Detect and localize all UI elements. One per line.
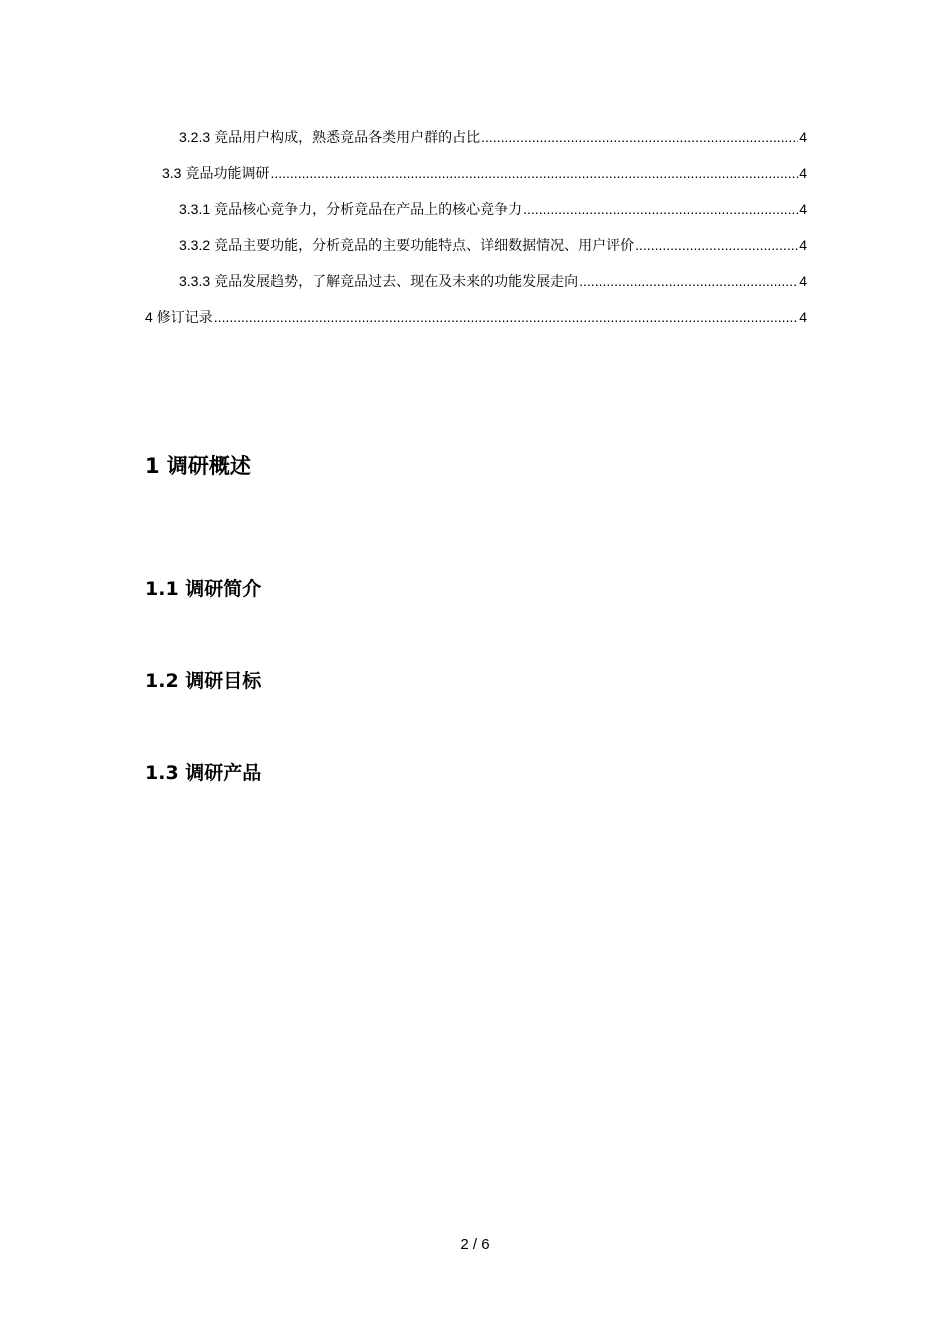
section-heading-1-1: 1.1 调研简介 — [145, 578, 262, 600]
toc-entry[interactable] — [162, 164, 807, 182]
toc-entry-title: 竞品用户构成，熟悉竞品各类用户群的占比 — [214, 130, 481, 146]
toc-dot-leader — [214, 308, 798, 326]
toc-entry[interactable] — [179, 272, 807, 290]
toc-entry-page: 4 — [799, 309, 807, 325]
toc-entry-page: 4 — [799, 273, 807, 289]
toc-entry-page: 4 — [799, 201, 807, 217]
section-heading-1-2: 1.2 调研目标 — [145, 670, 262, 692]
toc-dot-leader — [481, 128, 798, 146]
toc-entry-title: 竞品功能调研 — [185, 166, 270, 182]
toc-dot-leader — [523, 200, 798, 218]
toc-entry-title: 竞品核心竞争力，分析竞品在产品上的核心竞争力 — [214, 202, 523, 218]
toc-entry-page: 4 — [799, 237, 807, 253]
toc-entry-page: 4 — [799, 165, 807, 181]
page-number-footer: 2 / 6 — [460, 1236, 490, 1253]
toc-dot-leader — [635, 236, 798, 254]
section-heading-1: 1 调研概述 — [145, 454, 251, 478]
toc-dot-leader — [270, 164, 798, 182]
toc-entry-number: 3.3.1 — [179, 201, 211, 217]
section-heading-1-3: 1.3 调研产品 — [145, 762, 262, 784]
toc-entry[interactable] — [145, 308, 807, 326]
toc-entry-title: 竞品发展趋势，了解竞品过去、现在及未来的功能发展走向 — [214, 274, 579, 290]
toc-entry-number: 4 — [145, 309, 153, 325]
toc-entry-page: 4 — [799, 129, 807, 145]
toc-entry-title: 修订记录 — [156, 310, 213, 326]
toc-entry[interactable] — [179, 200, 807, 218]
toc-entry[interactable] — [179, 128, 807, 146]
toc-entry-number: 3.3.3 — [179, 273, 211, 289]
toc-entry-title: 竞品主要功能，分析竞品的主要功能特点、详细数据情况、用户评价 — [214, 238, 635, 254]
toc-entry[interactable] — [179, 236, 807, 254]
toc-dot-leader — [579, 272, 798, 290]
toc-entry-number: 3.3.2 — [179, 237, 211, 253]
toc-entry-number: 3.3 — [162, 165, 182, 181]
toc-entry-number: 3.2.3 — [179, 129, 211, 145]
